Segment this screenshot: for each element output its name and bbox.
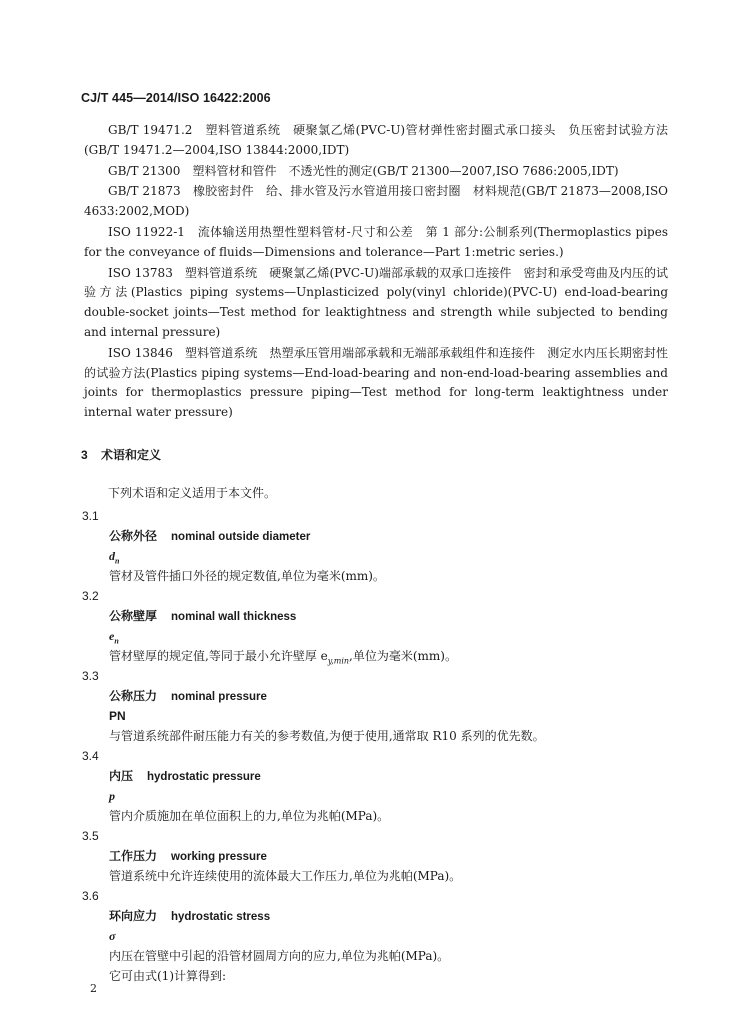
term-number: 3.6 <box>82 889 99 903</box>
term-name-zh: 工作压力 <box>109 849 158 863</box>
term-name-zh: 内压 <box>109 769 134 783</box>
term-entry <box>82 886 682 986</box>
section-number: 3 <box>81 448 88 462</box>
term-entry <box>82 826 682 886</box>
reference-item: ISO 13846 塑料管道系统 热塑承压管用端部承载和无端部承载组件和连接件 测定水内压长期密封性的试验方法(Plastics piping systems—End-load-bearing and non-end-load-bearing assemblies and joints for thermoplastics pressure piping—Test method for long-term leaktightness under internal water pressure) <box>84 345 668 420</box>
term-entry <box>82 746 682 826</box>
normative-references-list <box>84 121 668 424</box>
standard-number-header: CJ/T 445—2014/ISO 16422:2006 <box>81 91 271 105</box>
reference-item: ISO 13783 塑料管道系统 硬聚氯乙烯(PVC-U)端部承载的双承口连接件 密封和承受弯曲及内压的试验方法(Plastics piping systems—Unplasticized poly(vinyl chloride)(PVC-U) end-load-bearing double-socket joints—Test method for leaktightness and strength while subjected to bending and internal pressure) <box>84 265 668 339</box>
term-name-zh: 公称壁厚 <box>109 609 158 623</box>
term-entry <box>82 666 682 746</box>
term-number: 3.2 <box>82 589 99 603</box>
definition-subscript: y,min <box>327 656 350 666</box>
term-definition: 管内介质施加在单位面积上的力,单位为兆帕(MPa)。 <box>109 809 390 823</box>
terms-list <box>82 506 682 986</box>
term-name-en: hydrostatic stress <box>171 911 271 923</box>
reference-item: GB/T 21300 塑料管材和管件 不透光性的测定(GB/T 21300—2007,ISO 7686:2005,IDT) <box>108 163 619 178</box>
term-symbol: p <box>109 789 115 803</box>
term-entry <box>82 586 682 666</box>
term-symbol-subscript: n <box>115 556 120 566</box>
term-name-en: nominal outside diameter <box>171 531 311 543</box>
section-heading <box>81 446 161 463</box>
reference-item: GB/T 19471.2 塑料管道系统 硬聚氯乙烯(PVC-U)管材弹性密封圈式承口接头 负压密封试验方法(GB/T 19471.2—2004,ISO 13844:2000,IDT) <box>84 123 668 157</box>
term-name-en: nominal wall thickness <box>171 611 297 623</box>
term-symbol: σ <box>109 929 116 943</box>
term-number: 3.3 <box>82 669 99 683</box>
page-number: 2 <box>90 982 97 995</box>
term-definition: 管材及管件插口外径的规定数值,单位为毫米(mm)。 <box>109 569 385 583</box>
term-symbol: PN <box>109 709 126 723</box>
term-symbol: d <box>109 549 115 563</box>
term-name-en: hydrostatic pressure <box>147 771 261 783</box>
term-definition: 内压在管壁中引起的沿管材圆周方向的应力,单位为兆帕(MPa)。 <box>109 949 450 963</box>
section-intro: 下列术语和定义适用于本文件。 <box>108 486 277 500</box>
term-number: 3.1 <box>82 509 99 523</box>
term-definition <box>109 646 682 666</box>
term-definition-continued: 它可由式(1)计算得到: <box>109 969 227 983</box>
term-name-zh: 环向应力 <box>109 909 158 923</box>
reference-item: ISO 11922-1 流体输送用热塑性塑料管材-尺寸和公差 第 1 部分:公制系列(Thermoplastics pipes for the conveyance of fluids—Dimensions and tolerance—Part 1:metric series.) <box>84 224 668 259</box>
term-name-zh: 公称压力 <box>109 689 158 703</box>
term-definition: 与管道系统部件耐压能力有关的参考数值,为便于使用,通常取 R10 系列的优先数。 <box>109 729 545 743</box>
term-entry <box>82 506 682 586</box>
term-name-zh: 公称外径 <box>109 529 158 543</box>
definition-text: ,单位为毫米(mm)。 <box>349 649 457 663</box>
section-title: 术语和定义 <box>101 448 162 462</box>
term-number: 3.5 <box>82 829 99 843</box>
reference-item: GB/T 21873 橡胶密封件 给、排水管及污水管道用接口密封圈 材料规范(GB/T 21873—2008,ISO 4633:2002,MOD) <box>84 184 668 219</box>
definition-text: 管材壁厚的规定值,等同于最小允许壁厚 e <box>109 649 328 663</box>
term-symbol: e <box>109 629 115 643</box>
term-definition: 管道系统中允许连续使用的流体最大工作压力,单位为兆帕(MPa)。 <box>109 869 462 883</box>
term-name-en: nominal pressure <box>171 691 267 703</box>
term-symbol-subscript: n <box>114 636 119 646</box>
term-number: 3.4 <box>82 749 99 763</box>
term-name-en: working pressure <box>171 851 267 863</box>
